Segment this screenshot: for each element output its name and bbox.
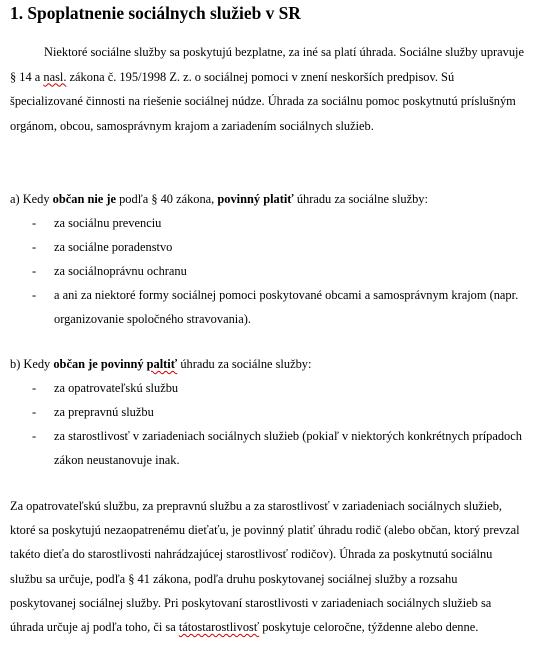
list-item: [10, 376, 526, 400]
closing-paragraph: [10, 494, 526, 639]
section-b-title: [10, 352, 526, 376]
list-item-text: za opatrovateľskú službu: [54, 381, 179, 395]
list-item-text: za sociálne poradenstvo: [54, 240, 173, 254]
list-item: [10, 235, 526, 259]
list-item: [10, 211, 526, 235]
section-b-suffix: úhradu za sociálne služby:: [177, 357, 312, 371]
section-a-prefix: a) Kedy: [10, 192, 53, 206]
section-a-mid: podľa § 40 zákona,: [116, 192, 218, 206]
section-a-suffix: úhradu za sociálne služby:: [293, 192, 428, 206]
list-item-text: za sociálnoprávnu ochranu: [54, 264, 187, 278]
section-heading: 1. Spoplatnenie sociálnych služieb v SR: [10, 3, 301, 23]
section-a-title: [10, 187, 526, 211]
section-b-prefix: b) Kedy: [10, 357, 54, 371]
section-b-list: [10, 376, 526, 472]
section-a-bold2: povinný platiť: [217, 192, 294, 206]
dash-marker: -: [32, 216, 37, 230]
list-item: [10, 283, 526, 331]
list-item-text: za prepravnú službu: [54, 405, 154, 419]
spell-flagged-word: tátostarostlivosť: [178, 620, 260, 635]
section-a: [10, 187, 526, 331]
list-item: [10, 400, 526, 424]
intro-text-2: zákona č. 195/1998 Z. z. o sociálnej pomoci v znení neskorších predpisov. Sú špecializované činnosti na riešenie sociálnej núdze. Úhrada za sociálnu pomoc poskytnutú príslušným orgánom, obcou, samosprávnym krajom a zariadením sociálnych služieb.: [10, 69, 516, 133]
dash-marker: -: [32, 405, 37, 419]
section-b: [10, 352, 526, 472]
intro-paragraph: [10, 40, 526, 138]
list-item-text: za starostlivosť v zariadeniach sociálnych služieb (pokiaľ v niektorých konkrétnych prípadoch zákon neustanovuje inak.: [54, 429, 522, 467]
closing-text: Za opatrovateľskú službu, za prepravnú službu a za starostlivosť v zariadeniach sociálnych služieb, ktoré sa poskytujú nezaopatrenému dieťaťu, je povinný platiť úhradu rodič (alebo občan, ktorý prevzal takéto dieťa do starostlivosti nahrádzajúcej starostlivosť rodičov). Úhrada za poskytnutú sociálnu službu sa určuje, podľa § 41 zákona, podľa druhu poskytovanej sociálnej služby a rozsahu poskytovanej sociálnej služby. Pri poskytovaní starostlivosti v zariadeniach sociálnych služieb sa úhrada určuje aj podľa toho, či sa: [10, 499, 520, 635]
list-item-text: a ani za niektoré formy sociálnej pomoci poskytované obcami a samosprávnym krajom (napr. organizovanie spoločného stravovania).: [54, 288, 519, 326]
list-item: [10, 259, 526, 283]
section-a-list: [10, 211, 526, 331]
dash-marker: -: [32, 240, 37, 254]
dash-marker: -: [32, 429, 37, 443]
dash-marker: -: [32, 381, 37, 395]
spell-flagged-word: paltiť: [146, 357, 178, 371]
section-a-bold1: občan nie je: [52, 192, 116, 206]
list-item: [10, 424, 526, 472]
dash-marker: -: [32, 264, 37, 278]
section-b-bold1: občan je povinný: [53, 357, 147, 371]
spell-flagged-word: nasl.: [43, 69, 67, 84]
list-item-text: za sociálnu prevenciu: [54, 216, 162, 230]
intro-text-1: Niektoré sociálne služby sa poskytujú bezplatne, za iné sa platí úhrada. Sociálne služby upravuje § 14 a: [10, 45, 524, 84]
dash-marker: -: [32, 288, 37, 302]
closing-end: poskytuje celoročne, týždenne alebo denne.: [259, 620, 479, 635]
